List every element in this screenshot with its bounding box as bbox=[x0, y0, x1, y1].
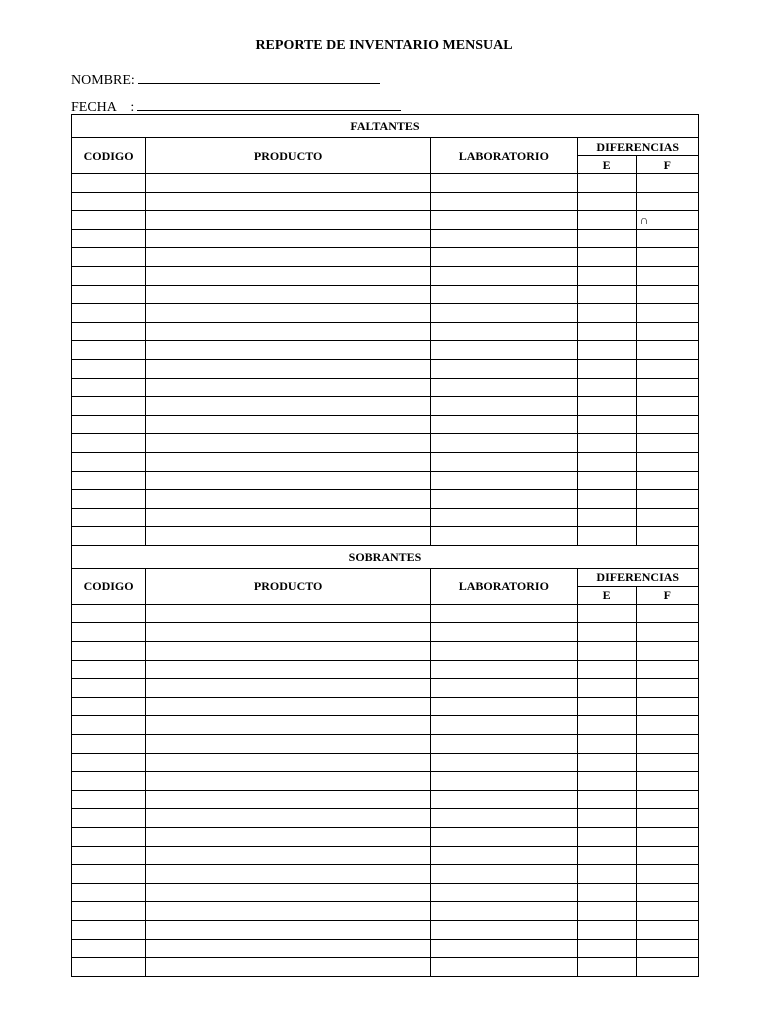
sobrantes-cell-laboratorio[interactable] bbox=[431, 865, 577, 884]
faltantes-cell-f[interactable] bbox=[636, 397, 698, 416]
faltantes-cell-f[interactable] bbox=[636, 415, 698, 434]
faltantes-header-f: F bbox=[636, 156, 698, 174]
sobrantes-table-row bbox=[72, 902, 699, 921]
sobrantes-cell-laboratorio[interactable] bbox=[431, 883, 577, 902]
sobrantes-cell-producto[interactable] bbox=[146, 865, 431, 884]
faltantes-cell-e[interactable] bbox=[577, 285, 636, 304]
faltantes-cell-producto[interactable] bbox=[146, 266, 431, 285]
sobrantes-cell-laboratorio[interactable] bbox=[431, 642, 577, 661]
faltantes-table-row bbox=[72, 341, 699, 360]
faltantes-cell-codigo[interactable] bbox=[72, 508, 146, 527]
sobrantes-cell-f[interactable] bbox=[636, 679, 698, 698]
sobrantes-cell-f[interactable] bbox=[636, 790, 698, 809]
sobrantes-cell-producto[interactable] bbox=[146, 846, 431, 865]
faltantes-cell-laboratorio[interactable] bbox=[431, 229, 577, 248]
inventory-table bbox=[71, 114, 699, 977]
sobrantes-cell-e[interactable] bbox=[577, 865, 636, 884]
sobrantes-cell-producto[interactable] bbox=[146, 958, 431, 977]
sobrantes-cell-e[interactable] bbox=[577, 958, 636, 977]
faltantes-cell-laboratorio[interactable] bbox=[431, 378, 577, 397]
sobrantes-cell-codigo[interactable] bbox=[72, 660, 146, 679]
faltantes-cell-e[interactable] bbox=[577, 192, 636, 211]
sobrantes-cell-producto[interactable] bbox=[146, 660, 431, 679]
sobrantes-cell-producto[interactable] bbox=[146, 939, 431, 958]
faltantes-cell-e[interactable] bbox=[577, 174, 636, 193]
faltantes-cell-codigo[interactable] bbox=[72, 527, 146, 546]
sobrantes-cell-f[interactable] bbox=[636, 753, 698, 772]
sobrantes-cell-producto[interactable] bbox=[146, 642, 431, 661]
nombre-label: NOMBRE: bbox=[71, 73, 135, 88]
sobrantes-cell-e[interactable] bbox=[577, 920, 636, 939]
faltantes-header-producto: PRODUCTO bbox=[146, 138, 431, 174]
faltantes-cell-e[interactable] bbox=[577, 359, 636, 378]
sobrantes-cell-producto[interactable] bbox=[146, 828, 431, 847]
sobrantes-cell-codigo[interactable] bbox=[72, 958, 146, 977]
faltantes-cell-laboratorio[interactable] bbox=[431, 359, 577, 378]
sobrantes-cell-f[interactable] bbox=[636, 623, 698, 642]
faltantes-cell-codigo[interactable] bbox=[72, 304, 146, 323]
sobrantes-cell-laboratorio[interactable] bbox=[431, 902, 577, 921]
fecha-label: FECHA bbox=[71, 100, 117, 115]
faltantes-cell-e[interactable] bbox=[577, 527, 636, 546]
sobrantes-cell-codigo[interactable] bbox=[72, 623, 146, 642]
faltantes-cell-producto[interactable] bbox=[146, 341, 431, 360]
faltantes-section-row bbox=[72, 115, 699, 138]
sobrantes-cell-codigo[interactable] bbox=[72, 865, 146, 884]
sobrantes-cell-laboratorio[interactable] bbox=[431, 846, 577, 865]
sobrantes-cell-f[interactable] bbox=[636, 809, 698, 828]
faltantes-cell-codigo[interactable] bbox=[72, 229, 146, 248]
sobrantes-cell-producto[interactable] bbox=[146, 735, 431, 754]
faltantes-cell-e[interactable] bbox=[577, 471, 636, 490]
faltantes-cell-producto[interactable] bbox=[146, 304, 431, 323]
faltantes-cell-codigo[interactable] bbox=[72, 192, 146, 211]
sobrantes-cell-e[interactable] bbox=[577, 623, 636, 642]
faltantes-table-row bbox=[72, 229, 699, 248]
sobrantes-table-row bbox=[72, 790, 699, 809]
faltantes-cell-producto[interactable] bbox=[146, 471, 431, 490]
faltantes-cell-producto[interactable] bbox=[146, 527, 431, 546]
faltantes-cell-f[interactable] bbox=[636, 359, 698, 378]
sobrantes-cell-e[interactable] bbox=[577, 790, 636, 809]
faltantes-table-row bbox=[72, 322, 699, 341]
sobrantes-cell-producto[interactable] bbox=[146, 920, 431, 939]
faltantes-cell-f[interactable] bbox=[636, 341, 698, 360]
faltantes-cell-f[interactable] bbox=[636, 229, 698, 248]
faltantes-cell-e[interactable] bbox=[577, 248, 636, 267]
sobrantes-cell-producto[interactable] bbox=[146, 604, 431, 623]
sobrantes-cell-laboratorio[interactable] bbox=[431, 772, 577, 791]
sobrantes-cell-laboratorio[interactable] bbox=[431, 660, 577, 679]
faltantes-cell-laboratorio[interactable] bbox=[431, 527, 577, 546]
faltantes-cell-e[interactable] bbox=[577, 211, 636, 230]
faltantes-cell-producto[interactable] bbox=[146, 211, 431, 230]
faltantes-cell-e[interactable] bbox=[577, 322, 636, 341]
faltantes-cell-producto[interactable] bbox=[146, 285, 431, 304]
faltantes-cell-laboratorio[interactable] bbox=[431, 322, 577, 341]
sobrantes-cell-codigo[interactable] bbox=[72, 902, 146, 921]
faltantes-table-row bbox=[72, 378, 699, 397]
faltantes-table-row bbox=[72, 285, 699, 304]
faltantes-cell-producto[interactable] bbox=[146, 192, 431, 211]
faltantes-cell-producto[interactable] bbox=[146, 415, 431, 434]
faltantes-mark: ∩ bbox=[639, 212, 649, 227]
sobrantes-cell-laboratorio[interactable] bbox=[431, 604, 577, 623]
faltantes-table-row bbox=[72, 471, 699, 490]
sobrantes-cell-codigo[interactable] bbox=[72, 828, 146, 847]
faltantes-cell-f[interactable] bbox=[636, 452, 698, 471]
faltantes-cell-producto[interactable] bbox=[146, 378, 431, 397]
sobrantes-header-row bbox=[72, 568, 699, 586]
sobrantes-header-codigo: CODIGO bbox=[72, 568, 146, 604]
sobrantes-header-diferencias: DIFERENCIAS bbox=[577, 568, 698, 586]
sobrantes-table-row bbox=[72, 958, 699, 977]
sobrantes-cell-laboratorio[interactable] bbox=[431, 809, 577, 828]
sobrantes-header-f: F bbox=[636, 586, 698, 604]
page-title: REPORTE DE INVENTARIO MENSUAL bbox=[255, 38, 513, 53]
faltantes-cell-laboratorio[interactable] bbox=[431, 211, 577, 230]
faltantes-cell-f[interactable] bbox=[636, 322, 698, 341]
sobrantes-cell-e[interactable] bbox=[577, 716, 636, 735]
sobrantes-cell-e[interactable] bbox=[577, 846, 636, 865]
sobrantes-cell-e[interactable] bbox=[577, 697, 636, 716]
faltantes-header-e: E bbox=[577, 156, 636, 174]
faltantes-cell-laboratorio[interactable] bbox=[431, 434, 577, 453]
faltantes-cell-laboratorio[interactable] bbox=[431, 452, 577, 471]
sobrantes-cell-laboratorio[interactable] bbox=[431, 939, 577, 958]
faltantes-cell-f[interactable] bbox=[636, 378, 698, 397]
faltantes-cell-laboratorio[interactable] bbox=[431, 341, 577, 360]
sobrantes-cell-codigo[interactable] bbox=[72, 697, 146, 716]
sobrantes-cell-laboratorio[interactable] bbox=[431, 716, 577, 735]
sobrantes-cell-laboratorio[interactable] bbox=[431, 735, 577, 754]
sobrantes-cell-e[interactable] bbox=[577, 883, 636, 902]
faltantes-cell-codigo[interactable] bbox=[72, 266, 146, 285]
sobrantes-table-row bbox=[72, 846, 699, 865]
sobrantes-table-row bbox=[72, 809, 699, 828]
fecha-blank[interactable] bbox=[137, 97, 401, 111]
sobrantes-cell-codigo[interactable] bbox=[72, 809, 146, 828]
faltantes-cell-codigo[interactable] bbox=[72, 211, 146, 230]
faltantes-cell-e[interactable] bbox=[577, 452, 636, 471]
sobrantes-cell-f[interactable] bbox=[636, 846, 698, 865]
faltantes-cell-laboratorio[interactable] bbox=[431, 174, 577, 193]
faltantes-cell-laboratorio[interactable] bbox=[431, 304, 577, 323]
sobrantes-cell-codigo[interactable] bbox=[72, 642, 146, 661]
faltantes-cell-e[interactable] bbox=[577, 304, 636, 323]
faltantes-cell-producto[interactable] bbox=[146, 248, 431, 267]
sobrantes-cell-e[interactable] bbox=[577, 939, 636, 958]
sobrantes-cell-e[interactable] bbox=[577, 772, 636, 791]
nombre-field bbox=[71, 70, 380, 90]
faltantes-cell-codigo[interactable] bbox=[72, 397, 146, 416]
sobrantes-cell-e[interactable] bbox=[577, 902, 636, 921]
faltantes-cell-f[interactable] bbox=[636, 471, 698, 490]
faltantes-cell-codigo[interactable] bbox=[72, 378, 146, 397]
sobrantes-cell-codigo[interactable] bbox=[72, 883, 146, 902]
faltantes-cell-codigo[interactable] bbox=[72, 452, 146, 471]
faltantes-cell-producto[interactable] bbox=[146, 322, 431, 341]
sobrantes-cell-e[interactable] bbox=[577, 753, 636, 772]
faltantes-cell-codigo[interactable] bbox=[72, 341, 146, 360]
sobrantes-cell-f[interactable] bbox=[636, 642, 698, 661]
faltantes-table-row bbox=[72, 415, 699, 434]
faltantes-header-row bbox=[72, 138, 699, 156]
sobrantes-cell-e[interactable] bbox=[577, 735, 636, 754]
sobrantes-table-row bbox=[72, 716, 699, 735]
sobrantes-cell-f[interactable] bbox=[636, 604, 698, 623]
faltantes-table-row bbox=[72, 266, 699, 285]
faltantes-table-row bbox=[72, 359, 699, 378]
sobrantes-cell-codigo[interactable] bbox=[72, 790, 146, 809]
faltantes-title: FALTANTES bbox=[72, 115, 699, 138]
faltantes-table-row bbox=[72, 527, 699, 546]
sobrantes-cell-e[interactable] bbox=[577, 642, 636, 661]
faltantes-cell-producto[interactable] bbox=[146, 359, 431, 378]
sobrantes-cell-e[interactable] bbox=[577, 604, 636, 623]
faltantes-cell-laboratorio[interactable] bbox=[431, 192, 577, 211]
sobrantes-cell-codigo[interactable] bbox=[72, 716, 146, 735]
faltantes-cell-codigo[interactable] bbox=[72, 285, 146, 304]
sobrantes-table-row bbox=[72, 939, 699, 958]
sobrantes-cell-producto[interactable] bbox=[146, 883, 431, 902]
faltantes-cell-laboratorio[interactable] bbox=[431, 266, 577, 285]
faltantes-cell-laboratorio[interactable] bbox=[431, 285, 577, 304]
faltantes-cell-codigo[interactable] bbox=[72, 248, 146, 267]
faltantes-table-row bbox=[72, 304, 699, 323]
sobrantes-cell-codigo[interactable] bbox=[72, 753, 146, 772]
faltantes-cell-laboratorio[interactable] bbox=[431, 415, 577, 434]
faltantes-cell-f[interactable] bbox=[636, 434, 698, 453]
faltantes-cell-codigo[interactable] bbox=[72, 471, 146, 490]
sobrantes-cell-f[interactable] bbox=[636, 920, 698, 939]
sobrantes-table-row bbox=[72, 660, 699, 679]
sobrantes-cell-e[interactable] bbox=[577, 828, 636, 847]
sobrantes-header-laboratorio: LABORATORIO bbox=[431, 568, 577, 604]
faltantes-table-row bbox=[72, 452, 699, 471]
sobrantes-cell-producto[interactable] bbox=[146, 809, 431, 828]
sobrantes-cell-producto[interactable] bbox=[146, 790, 431, 809]
faltantes-cell-f[interactable] bbox=[636, 211, 698, 230]
sobrantes-table-row bbox=[72, 735, 699, 754]
sobrantes-table-row bbox=[72, 697, 699, 716]
sobrantes-cell-laboratorio[interactable] bbox=[431, 697, 577, 716]
sobrantes-cell-e[interactable] bbox=[577, 660, 636, 679]
sobrantes-cell-codigo[interactable] bbox=[72, 939, 146, 958]
sobrantes-cell-producto[interactable] bbox=[146, 716, 431, 735]
faltantes-cell-codigo[interactable] bbox=[72, 415, 146, 434]
faltantes-cell-f[interactable] bbox=[636, 508, 698, 527]
sobrantes-cell-f[interactable] bbox=[636, 716, 698, 735]
faltantes-table-row bbox=[72, 248, 699, 267]
faltantes-cell-f[interactable] bbox=[636, 490, 698, 509]
sobrantes-table-row bbox=[72, 623, 699, 642]
sobrantes-cell-f[interactable] bbox=[636, 939, 698, 958]
sobrantes-cell-producto[interactable] bbox=[146, 623, 431, 642]
faltantes-cell-producto[interactable] bbox=[146, 490, 431, 509]
faltantes-table-row bbox=[72, 174, 699, 193]
sobrantes-table-row bbox=[72, 642, 699, 661]
sobrantes-cell-f[interactable] bbox=[636, 902, 698, 921]
faltantes-cell-producto[interactable] bbox=[146, 434, 431, 453]
fecha-colon: : bbox=[130, 100, 135, 115]
sobrantes-cell-producto[interactable] bbox=[146, 679, 431, 698]
faltantes-header-laboratorio: LABORATORIO bbox=[431, 138, 577, 174]
sobrantes-cell-codigo[interactable] bbox=[72, 846, 146, 865]
faltantes-table-row bbox=[72, 490, 699, 509]
sobrantes-cell-f[interactable] bbox=[636, 660, 698, 679]
faltantes-table-row bbox=[72, 508, 699, 527]
faltantes-cell-e[interactable] bbox=[577, 434, 636, 453]
faltantes-cell-codigo[interactable] bbox=[72, 322, 146, 341]
faltantes-cell-codigo[interactable] bbox=[72, 174, 146, 193]
sobrantes-cell-e[interactable] bbox=[577, 679, 636, 698]
faltantes-cell-laboratorio[interactable] bbox=[431, 471, 577, 490]
sobrantes-cell-laboratorio[interactable] bbox=[431, 920, 577, 939]
sobrantes-table-row bbox=[72, 604, 699, 623]
faltantes-cell-f[interactable] bbox=[636, 285, 698, 304]
faltantes-cell-producto[interactable] bbox=[146, 397, 431, 416]
faltantes-header-codigo: CODIGO bbox=[72, 138, 146, 174]
faltantes-cell-producto[interactable] bbox=[146, 229, 431, 248]
faltantes-cell-laboratorio[interactable] bbox=[431, 397, 577, 416]
nombre-blank[interactable] bbox=[138, 70, 380, 84]
sobrantes-cell-e[interactable] bbox=[577, 809, 636, 828]
sobrantes-cell-codigo[interactable] bbox=[72, 679, 146, 698]
sobrantes-section-row bbox=[72, 545, 699, 568]
faltantes-cell-codigo[interactable] bbox=[72, 434, 146, 453]
sobrantes-cell-laboratorio[interactable] bbox=[431, 790, 577, 809]
faltantes-header-diferencias: DIFERENCIAS bbox=[577, 138, 698, 156]
sobrantes-cell-laboratorio[interactable] bbox=[431, 958, 577, 977]
faltantes-cell-f[interactable] bbox=[636, 248, 698, 267]
faltantes-cell-f[interactable] bbox=[636, 527, 698, 546]
faltantes-table-row bbox=[72, 434, 699, 453]
sobrantes-cell-f[interactable] bbox=[636, 697, 698, 716]
faltantes-cell-e[interactable] bbox=[577, 341, 636, 360]
faltantes-cell-f[interactable] bbox=[636, 266, 698, 285]
sobrantes-header-e: E bbox=[577, 586, 636, 604]
sobrantes-cell-laboratorio[interactable] bbox=[431, 828, 577, 847]
faltantes-table-row bbox=[72, 192, 699, 211]
sobrantes-table-row bbox=[72, 679, 699, 698]
sobrantes-cell-producto[interactable] bbox=[146, 902, 431, 921]
sobrantes-cell-laboratorio[interactable] bbox=[431, 753, 577, 772]
sobrantes-cell-f[interactable] bbox=[636, 735, 698, 754]
faltantes-cell-producto[interactable] bbox=[146, 508, 431, 527]
sobrantes-cell-laboratorio[interactable] bbox=[431, 623, 577, 642]
sobrantes-cell-producto[interactable] bbox=[146, 772, 431, 791]
sobrantes-table-row bbox=[72, 772, 699, 791]
faltantes-cell-e[interactable] bbox=[577, 229, 636, 248]
sobrantes-cell-f[interactable] bbox=[636, 865, 698, 884]
sobrantes-cell-laboratorio[interactable] bbox=[431, 679, 577, 698]
faltantes-cell-laboratorio[interactable] bbox=[431, 508, 577, 527]
sobrantes-cell-f[interactable] bbox=[636, 772, 698, 791]
sobrantes-cell-codigo[interactable] bbox=[72, 604, 146, 623]
sobrantes-table-row bbox=[72, 883, 699, 902]
faltantes-cell-e[interactable] bbox=[577, 415, 636, 434]
sobrantes-cell-f[interactable] bbox=[636, 883, 698, 902]
sobrantes-table-row bbox=[72, 865, 699, 884]
faltantes-cell-laboratorio[interactable] bbox=[431, 248, 577, 267]
faltantes-cell-producto[interactable] bbox=[146, 174, 431, 193]
faltantes-cell-e[interactable] bbox=[577, 397, 636, 416]
sobrantes-cell-f[interactable] bbox=[636, 958, 698, 977]
sobrantes-table-row bbox=[72, 753, 699, 772]
faltantes-cell-e[interactable] bbox=[577, 490, 636, 509]
faltantes-table-row bbox=[72, 211, 699, 230]
faltantes-cell-f[interactable] bbox=[636, 304, 698, 323]
faltantes-cell-f[interactable] bbox=[636, 174, 698, 193]
faltantes-cell-laboratorio[interactable] bbox=[431, 490, 577, 509]
sobrantes-cell-codigo[interactable] bbox=[72, 772, 146, 791]
faltantes-cell-producto[interactable] bbox=[146, 452, 431, 471]
sobrantes-table-row bbox=[72, 920, 699, 939]
sobrantes-cell-producto[interactable] bbox=[146, 697, 431, 716]
faltantes-cell-codigo[interactable] bbox=[72, 359, 146, 378]
faltantes-table-row bbox=[72, 397, 699, 416]
sobrantes-table-row bbox=[72, 828, 699, 847]
sobrantes-title: SOBRANTES bbox=[72, 545, 699, 568]
faltantes-cell-f[interactable] bbox=[636, 192, 698, 211]
sobrantes-cell-producto[interactable] bbox=[146, 753, 431, 772]
sobrantes-header-producto: PRODUCTO bbox=[146, 568, 431, 604]
sobrantes-cell-codigo[interactable] bbox=[72, 920, 146, 939]
sobrantes-cell-codigo[interactable] bbox=[72, 735, 146, 754]
faltantes-cell-e[interactable] bbox=[577, 378, 636, 397]
faltantes-cell-e[interactable] bbox=[577, 508, 636, 527]
faltantes-cell-codigo[interactable] bbox=[72, 490, 146, 509]
sobrantes-cell-f[interactable] bbox=[636, 828, 698, 847]
faltantes-cell-e[interactable] bbox=[577, 266, 636, 285]
